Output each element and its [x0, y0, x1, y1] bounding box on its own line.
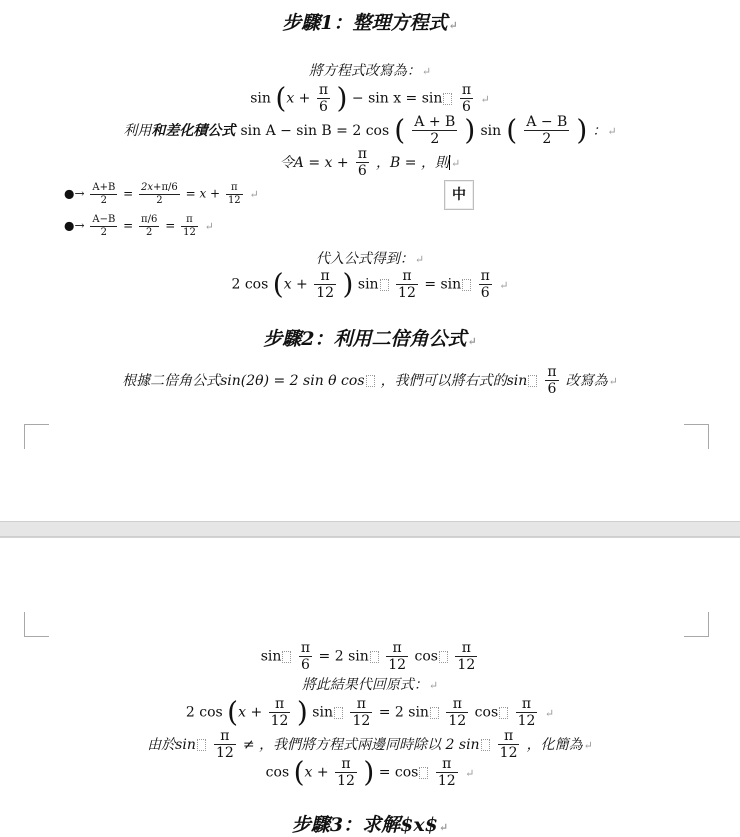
double-angle-paragraph: 根據二倍角公式sin(2θ) = 2 sin θ cos ，我們可以將右式的sin $\frac{\pi}{6}$ 改寫為↵	[122, 364, 618, 398]
substituted-equation: 2 cos (x + $\frac{\pi}{12}$ ) sin $\frac{\pi}{12}$ = sin $\frac{\pi}{6}$ ↵	[231, 267, 509, 302]
division-paragraph: 由於sin $\frac{\pi}{12}$ ≠ ，我們將方程式兩邊同時除以 2 sin $\frac{\pi}{12}$ ，化簡為↵	[147, 728, 593, 762]
step3-heading: 步驟3：求解$x$↵	[291, 814, 449, 836]
step2-heading: 步驟2：利用二倍角公式↵	[263, 328, 477, 350]
bullet-icon: ●	[64, 186, 75, 201]
sum-to-product-formula: 利用和差化積公式 sin A − sin B = 2 cos ( $\frac{A + B}{2}$ ) sin ( $\frac{A - B}{2}$ ) ：↵	[123, 113, 617, 148]
page-separator	[0, 521, 740, 537]
substitute-intro: 代入公式得到：↵	[315, 251, 425, 267]
crop-mark-bottom-left	[24, 424, 49, 449]
simplified-equation: cos (x + $\frac{\pi}{12}$ ) = cos $\frac{\pi}{12}$ ↵	[265, 755, 475, 790]
combined-equation: 2 cos (x + $\frac{\pi}{12}$ ) sin $\frac{\pi}{12}$ = 2 sin $\frac{\pi}{12}$ cos $\frac{\pi}{12}$ ↵	[185, 695, 555, 730]
equation-rewritten: sin (x + $\frac{\pi}{6}$ ) − sin x = sin $\frac{\pi}{6}$ ↵	[250, 81, 490, 116]
crop-mark-top-left	[24, 612, 49, 637]
let-definition: 令A = x + $\frac{\pi}{6}$ ，B = ，則 ↵	[279, 146, 461, 180]
bullet-icon: ●	[64, 218, 75, 233]
step1-heading: 步驟1：整理方程式↵	[282, 12, 458, 34]
text-cursor	[449, 155, 450, 170]
rewrite-intro: 將方程式改寫為：↵	[308, 63, 432, 79]
back-substitute-intro: 將此結果代回原式：↵	[301, 677, 439, 693]
crop-mark-bottom-right	[684, 424, 709, 449]
crop-mark-top-right	[684, 612, 709, 637]
double-angle-equation: sin $\frac{\pi}{6}$ = 2 sin $\frac{\pi}{12}$ cos $\frac{\pi}{12}$	[260, 640, 476, 674]
bullet-diff-half: ●→ $\frac{A-B}{2}$ = $\frac{\pi/6}{2}$ = $\frac{\pi}{12}$ ↵	[64, 214, 214, 238]
document-page-2	[0, 537, 740, 836]
bullet-sum-half: ●→ $\frac{A+B}{2}$ = $\frac{2x+\pi/6}{2}$ = x + $\frac{\pi}{12}$ ↵	[64, 182, 259, 206]
ime-mode-indicator[interactable]: 中	[444, 180, 474, 210]
